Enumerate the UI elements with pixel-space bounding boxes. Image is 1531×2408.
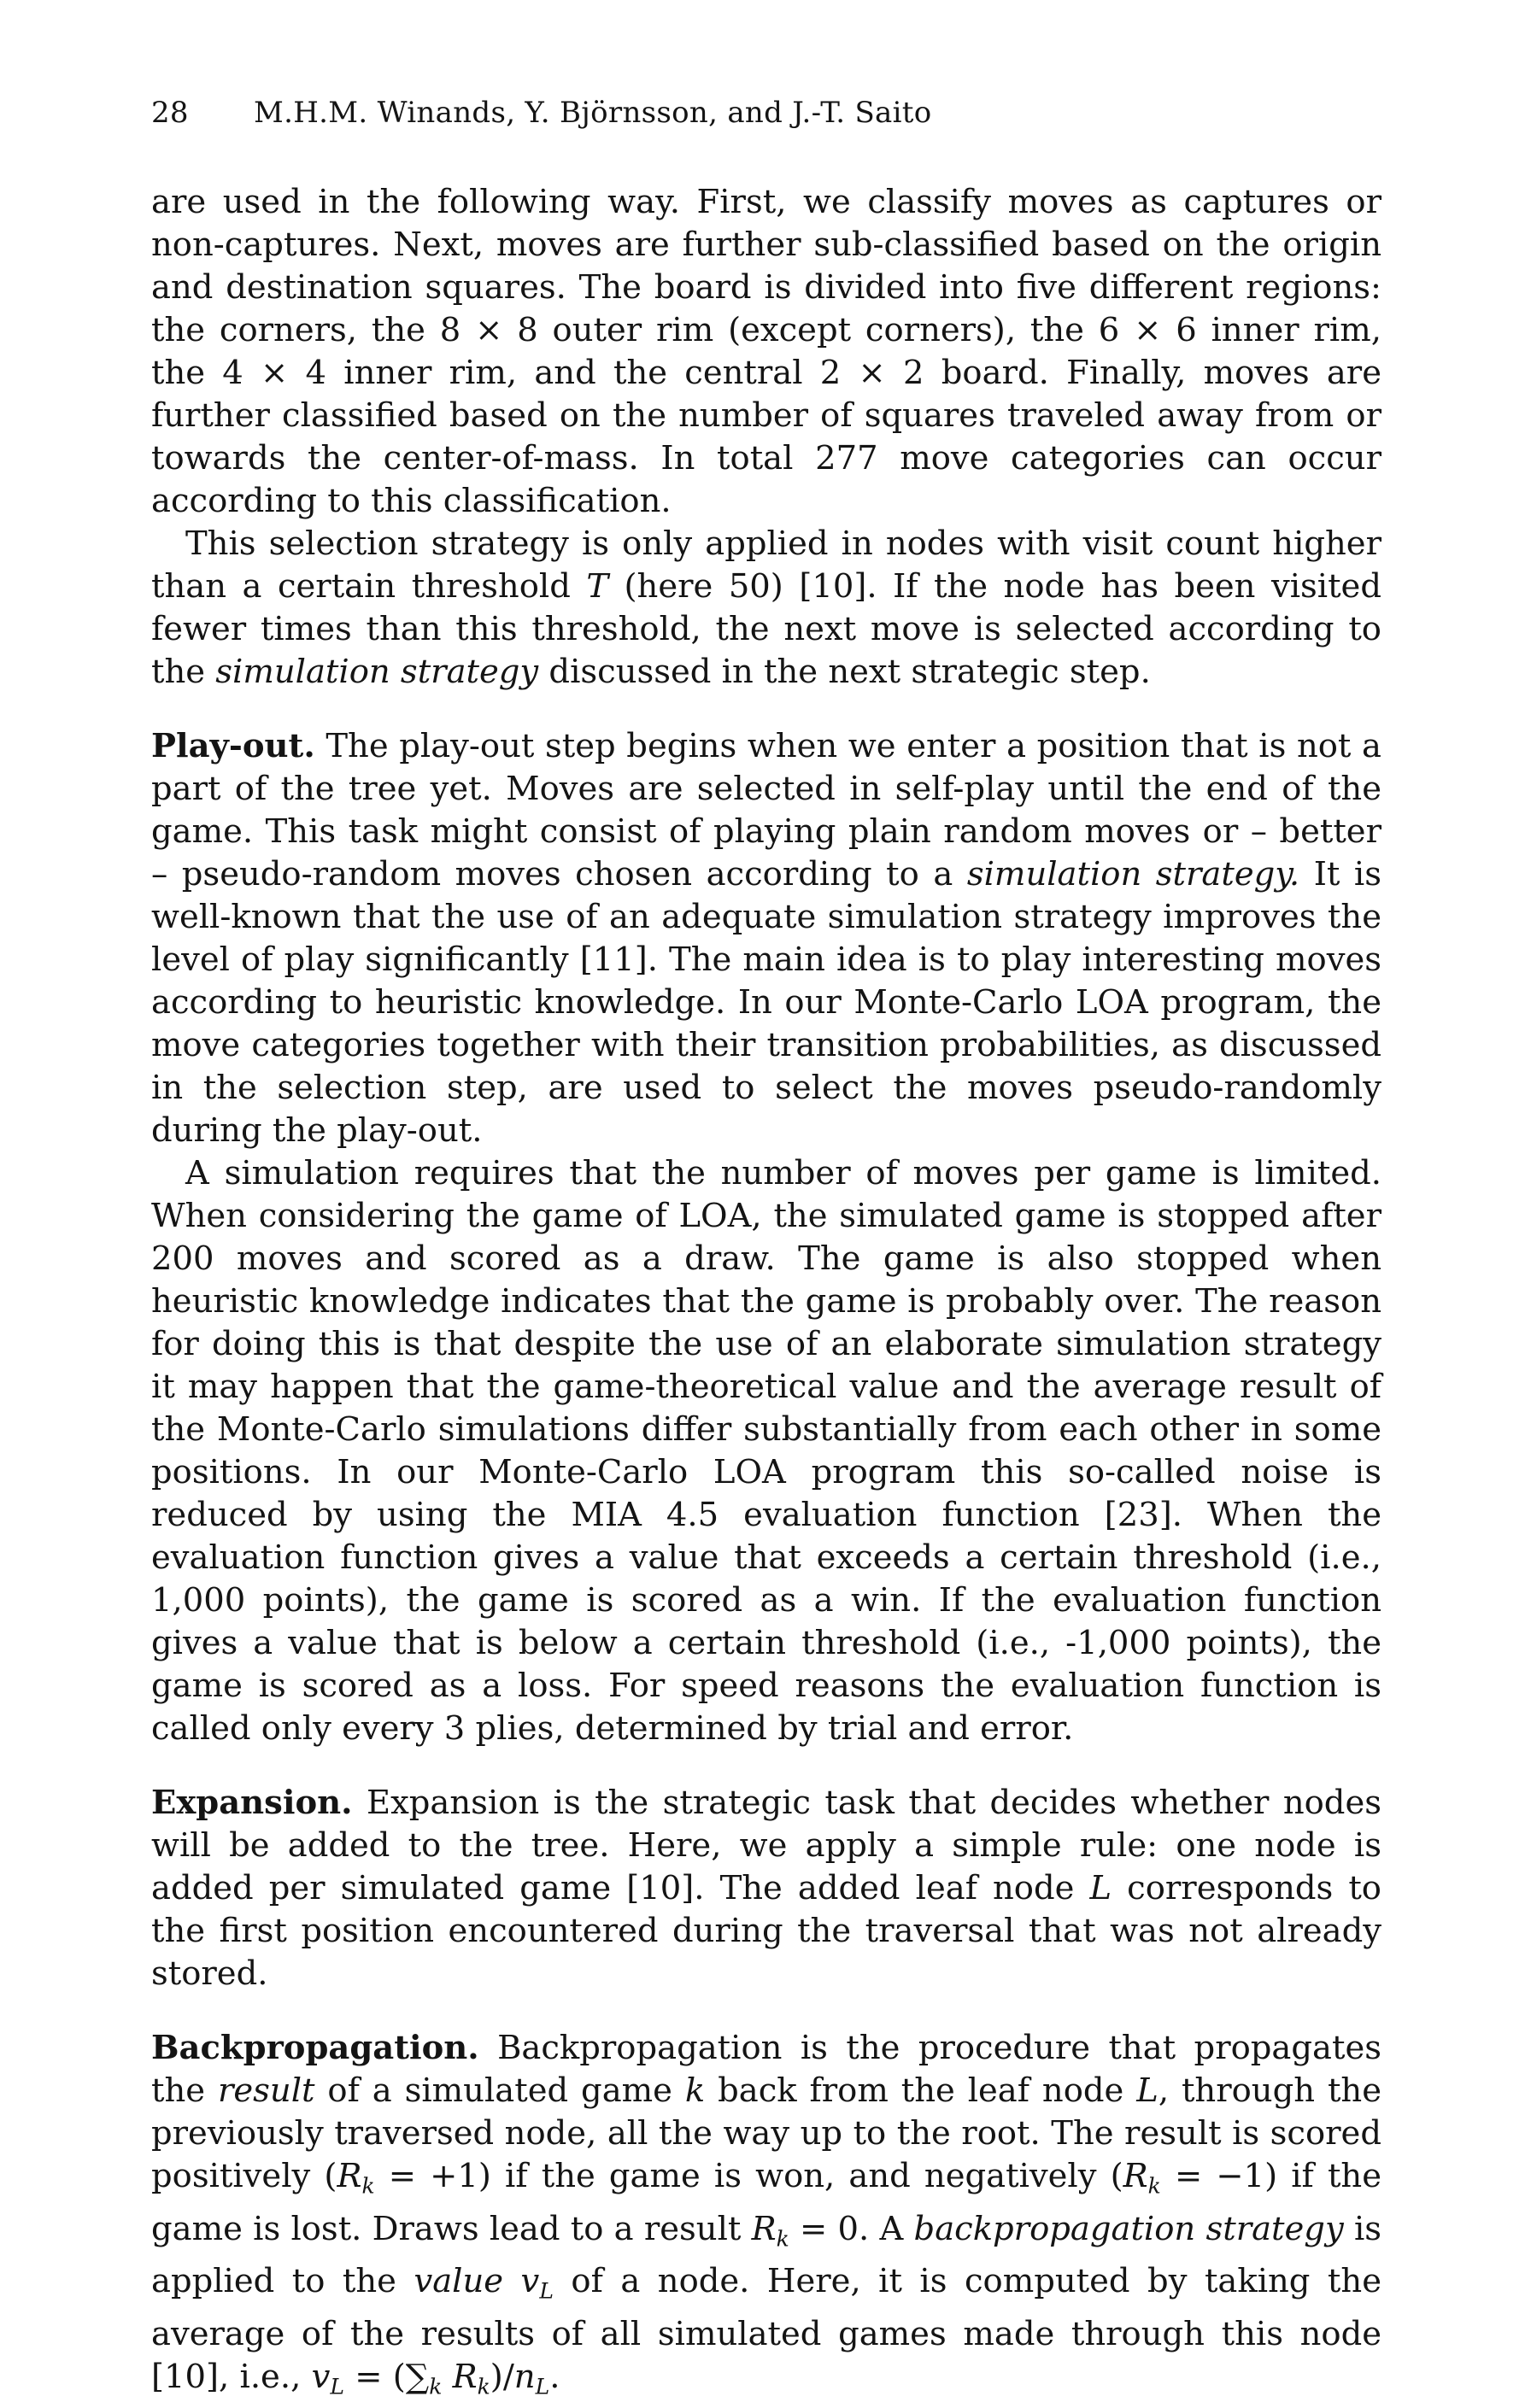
body-text [151,181,1381,2408]
author-line: M.H.M. Winands, Y. Björnsson, and J.-T. Saito [254,96,932,130]
section-play-out: Play-out. The play-out step begins when we enter a position that is not a part of the tree yet. Moves are selected in self-play until the end of the game. This task might consist of playing plain random moves or – better – pseudo-random moves chosen according to a simulation strategy. It is well-known that the use of an adequate simulation strategy improves the level of play significantly [11]. The main idea is to play interesting moves according to heuristic knowledge. In our Monte-Carlo LOA program, the move categories together with their transition probabilities, as discussed in the selection step, are used to select the moves pseudo-randomly during the play-out. [151,727,1382,1150]
section-backpropagation: Backpropagation. Backpropagation is the procedure that propagates the result of a simulated game k back from the leaf node L, through the previously traversed node, all the way up to the root. The result is scored positively $(R_k = +1)$ if the game is won, and negatively $(R_k = -1)$ if the game is lost. Draws lead to a result $R_k = 0$. A backpropagation strategy is applied to the value $v_L$ of a node. Here, it is computed by taking the average of the results of all simulated games made through this node [10], i.e., $v_L = (\sum_k$ $R_k)/n_L$. [151,2029,1382,2399]
paragraph-move-categories: are used in the following way. First, we classify moves as captures or non-captures. Next, moves are further sub-classified based on the origin and destination squares. The board is divided into five different regions: the corners, the 8 × 8 outer rim (except corners), the 6 × 6 inner rim, the 4 × 4 inner rim, and the central 2 × 2 board. Finally, moves are further classified based on the number of squares traveled away from or towards the center-of-mass. In total 277 move categories can occur according to this classification. [151,183,1381,520]
section-heading-expansion: Expansion. [151,1784,353,1822]
section-heading-backpropagation: Backpropagation. [151,2029,479,2067]
page-number: 28 [151,96,189,130]
section-expansion: Expansion. Expansion is the strategic task that decides whether nodes will be added to the tree. Here, we apply a simple rule: one node is added per simulated game [10]. The added leaf node L corresponds to the first position encountered during the traversal that was not already stored. [151,1784,1381,1993]
section-heading-play-out: Play-out. [151,727,315,765]
running-head [151,96,932,130]
paragraph-selection-threshold: This selection strategy is only applied in nodes with visit count higher than a certain threshold T (here 50) [10]. If the node has been visited fewer times than this threshold, the next move is selected according to the simulation strategy discussed in the next strategic step. [151,524,1381,691]
paragraph-simulation-limit: A simulation requires that the number of moves per game is limited. When considering the game of LOA, the simulated game is stopped after 200 moves and scored as a draw. The game is also stopped when heuristic knowledge indicates that the game is probably over. The reason for doing this is that despite the use of an elaborate simulation strategy it may happen that the game-theoretical value and the average result of the Monte-Carlo simulations differ substantially from each other in some positions. In our Monte-Carlo LOA program this so-called noise is reduced by using the MIA 4.5 evaluation function [23]. When the evaluation function gives a value that exceeds a certain threshold (i.e., 1,000 points), the game is scored as a win. If the evaluation function gives a value that is below a certain threshold (i.e., -1,000 points), the game is scored as a loss. For speed reasons the evaluation function is called only every 3 plies, determined by trial and error. [151,1154,1381,1748]
